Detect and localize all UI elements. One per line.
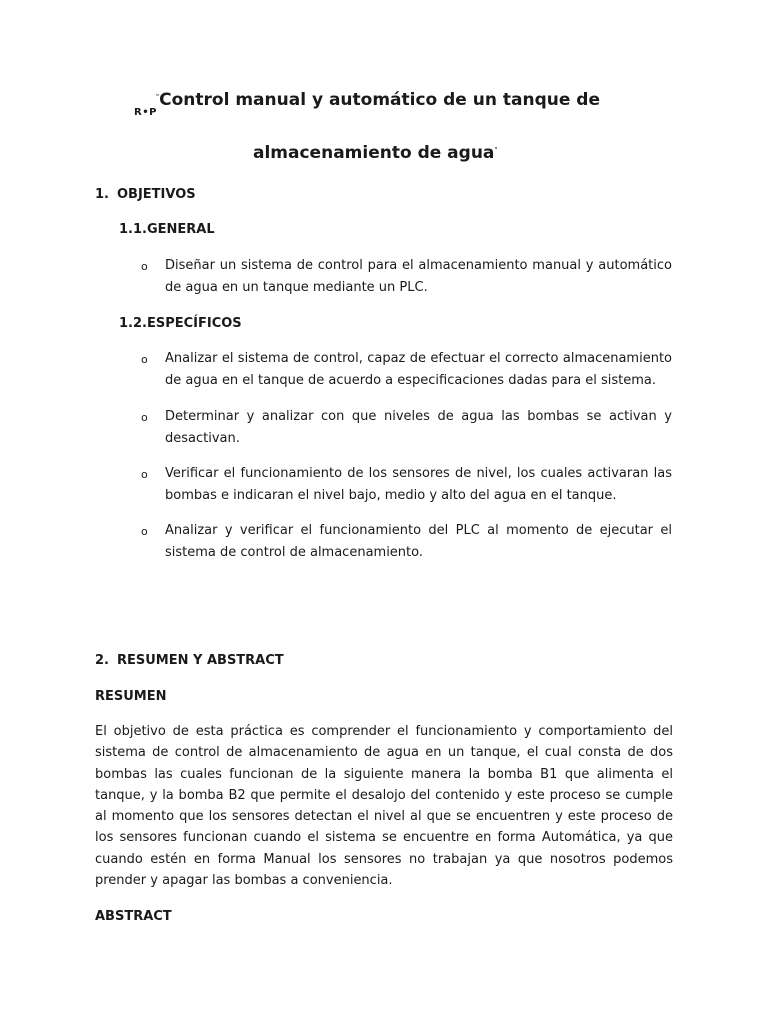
bullet-symbol: o	[141, 525, 148, 538]
resumen-heading: RESUMEN	[95, 689, 167, 704]
resumen-paragraph: El objetivo de esta práctica es comprender el funcionamiento y comportamiento del sistema de control de almacenamiento de agua en un tanque, el cual consta de dos bombas las cuales funcionan de la siguiente manera la bomba B1 que alimenta el tanque, y la bomba B2 que permite el desalojo del contenido y este proceso se cumple al momento que los sensores detectan el nivel al que se encuentren y este proceso de los sensores funcionan cuando el sistema se encuentre en forma Automática, ya que cuando estén en forma Manual los sensores no trabajan ya que nosotros podemos prender y apagar las bombas a conveniencia.	[95, 724, 673, 889]
title-quote-mark: "	[494, 146, 498, 154]
section-number: 2.	[95, 653, 109, 668]
document-title-line1	[156, 90, 600, 110]
bullet-symbol: o	[141, 260, 148, 273]
section-title: RESUMEN Y ABSTRACT	[117, 653, 284, 668]
bullet-symbol: o	[141, 353, 148, 366]
bullet-symbol: o	[141, 411, 148, 424]
bullet-item: Determinar y analizar con que niveles de agua las bombas se activan y desactivan.	[165, 409, 672, 446]
bullet-item: Analizar el sistema de control, capaz de efectuar el correcto almacenamiento de agua en el tanque de acuerdo a especificaciones dadas para el sistema.	[165, 351, 672, 388]
title-text-2: almacenamiento de agua	[253, 143, 495, 163]
subsection-heading-especificos: 1.2.ESPECÍFICOS	[119, 316, 242, 331]
bullet-item: Verificar el funcionamiento de los sensores de nivel, los cuales activaran las bombas e indicaran el nivel bajo, medio y alto del agua en el tanque.	[165, 466, 672, 503]
section-heading-resumen-abstract	[95, 653, 284, 668]
section-title: OBJETIVOS	[117, 187, 196, 202]
bullet-item: Diseñar un sistema de control para el almacenamiento manual y automático de agua en un tanque mediante un PLC.	[165, 258, 672, 295]
logo: R•P	[134, 107, 157, 118]
title-text-1: Control manual y automático de un tanque de	[159, 90, 600, 110]
document-title-line2	[253, 143, 498, 163]
bullet-symbol: o	[141, 468, 148, 481]
section-heading-objetivos	[95, 187, 196, 202]
subsection-heading-general: 1.1.GENERAL	[119, 222, 215, 237]
section-number: 1.	[95, 187, 109, 202]
title-quote-mark: "	[156, 93, 160, 101]
abstract-heading: ABSTRACT	[95, 909, 172, 924]
bullet-item: Analizar y verificar el funcionamiento del PLC al momento de ejecutar el sistema de control de almacenamiento.	[165, 523, 672, 560]
